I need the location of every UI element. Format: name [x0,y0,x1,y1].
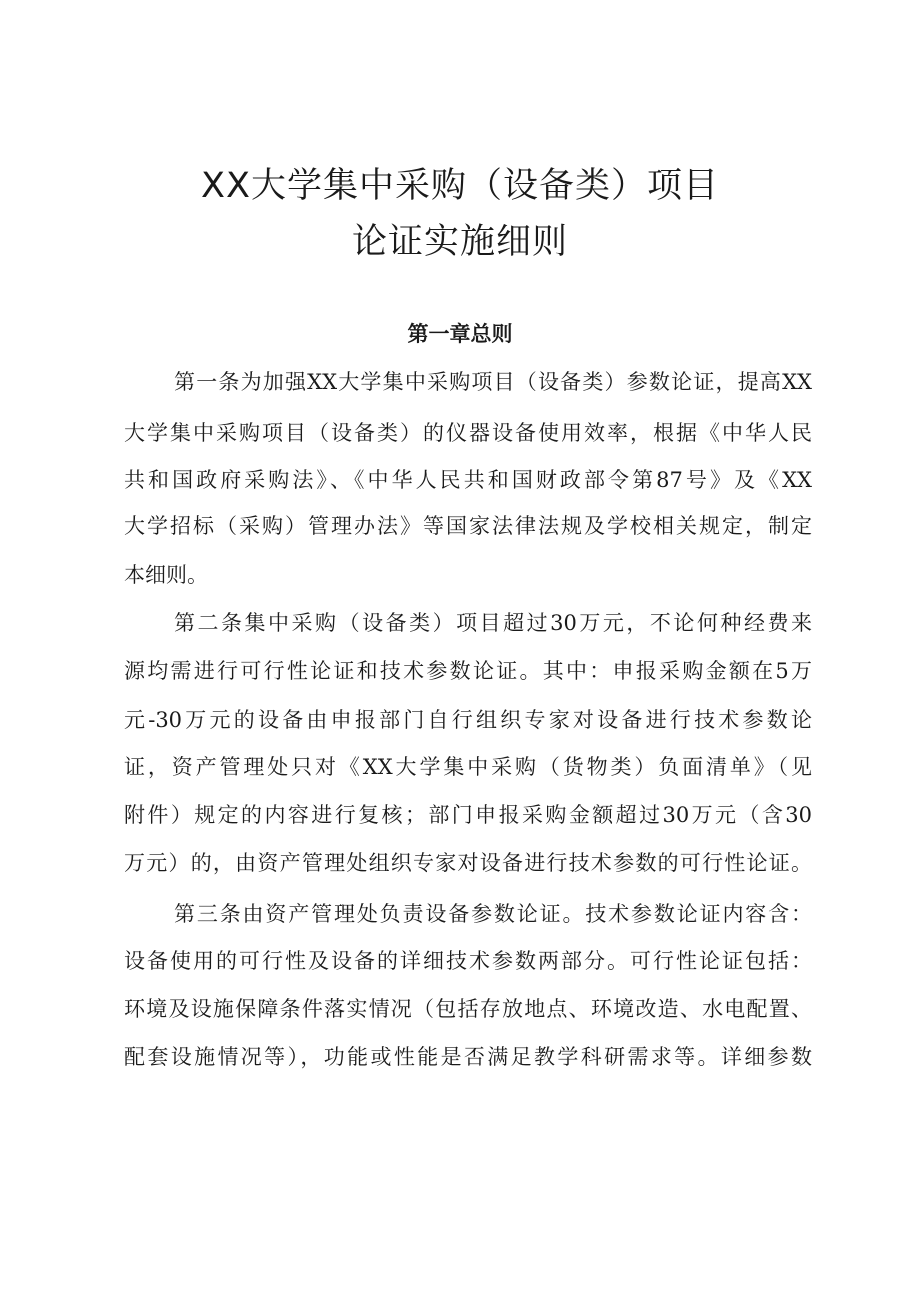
article-2-line-3: 元-30万元的设备由申报部门自行组织专家对设备进行技术参数论 [124,708,812,732]
document-title-line-2: 论证实施细则 [351,222,568,262]
article-1-line-5: 本细则。 [124,563,208,587]
article-1-line-4: 大学招标（采购）管理办法》等国家法律法规及学校相关规定，制定 [124,514,812,538]
article-1-line-3: 共和国政府采购法》、《中华人民共和国财政部令第87号》及《XX [124,468,812,492]
article-1-line-2: 大学集中采购项目（设备类）的仪器设备使用效率，根据《中华人民 [124,421,812,445]
article-2-line-5: 附件）规定的内容进行复核；部门申报采购金额超过30万元（含30 [124,803,812,827]
article-3-line-4: 配套设施情况等），功能或性能是否满足教学科研需求等。详细参数 [124,1045,812,1069]
article-3-line-1: 第三条由资产管理处负责设备参数论证。技术参数论证内容含： [174,902,812,926]
article-3-line-2: 设备使用的可行性及设备的详细技术参数两部分。可行性论证包括： [124,949,812,973]
article-2-line-6: 万元）的，由资产管理处组织专家对设备进行技术参数的可行性论证。 [124,851,812,875]
article-1-line-1: 第一条为加强XX大学集中采购项目（设备类）参数论证，提高XX [174,370,812,394]
chapter-heading: 第一章总则 [407,322,513,346]
article-2-line-2: 源均需进行可行性论证和技术参数论证。其中：申报采购金额在5万 [124,659,812,683]
article-3-line-3: 环境及设施保障条件落实情况（包括存放地点、环境改造、水电配置、 [124,997,812,1021]
document-title-line-1: XX大学集中采购（设备类）项目 [201,166,719,206]
article-2-line-4: 证，资产管理处只对《XX大学集中采购（货物类）负面清单》（见 [124,755,812,779]
article-2-line-1: 第二条集中采购（设备类）项目超过30万元，不论何种经费来 [174,611,812,635]
